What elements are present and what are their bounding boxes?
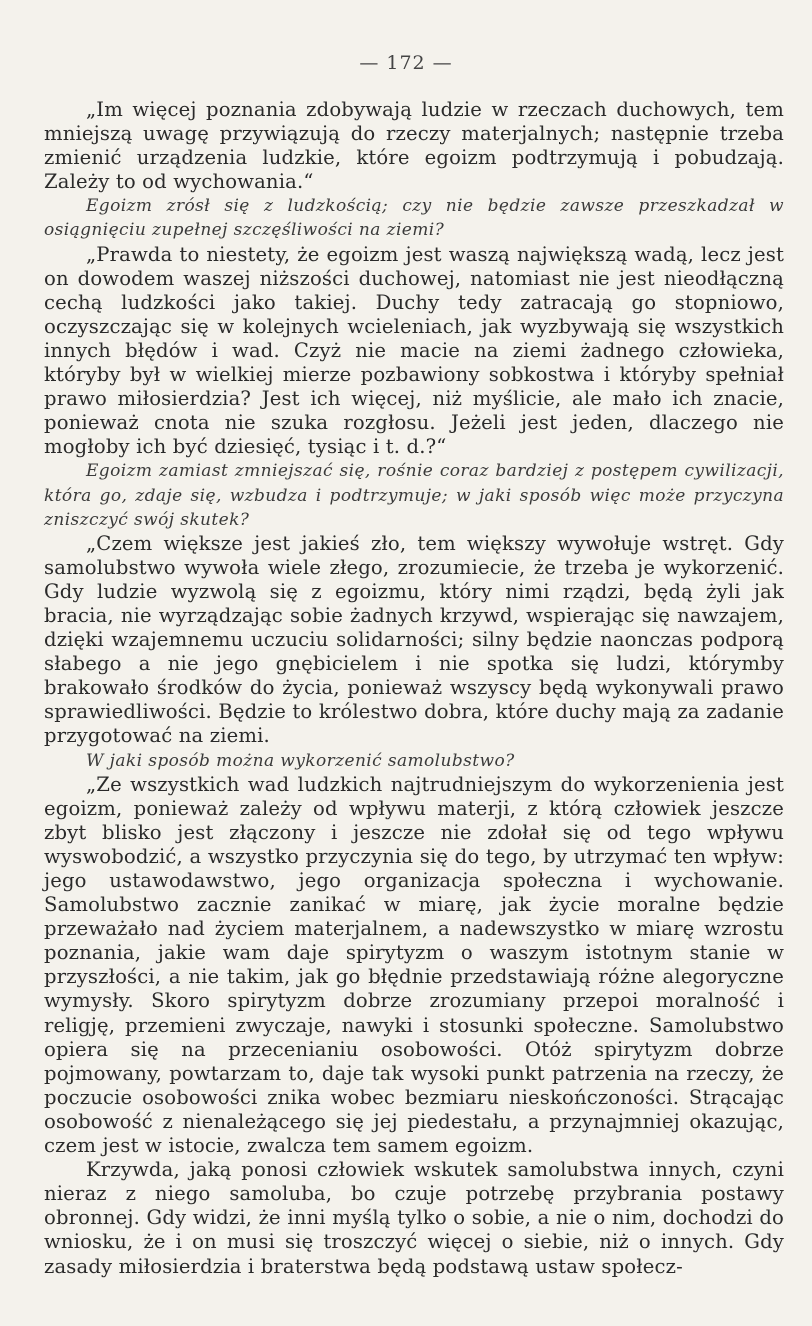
page-number: — 172 — [359, 52, 453, 74]
question-paragraph: W jaki sposób można wykorzenić samolubstwo? [86, 750, 515, 771]
question-paragraph: Egoizm zrósł się z ludzkością; czy nie będzie zawsze przeszkadzał w osiągnięciu zupełnej szczęśliwości na ziemi? [44, 196, 784, 241]
answer-paragraph: „Im więcej poznania zdobywają ludzie w rzeczach duchowych, tem mniejszą uwagę przywiązują do rzeczy materjalnych; następnie trzeba zmienić urządzenia ludzkie, które egoizm podtrzymują i pobudzają. Zależy to od wychowania.“ [44, 98, 784, 194]
answer-paragraph: Krzywda, jaką ponosi człowiek wskutek samolubstwa innych, czyni nieraz z niego samoluba, bo czuje potrzebę przybrania postawy obronnej. Gdy widzi, że inni myślą tylko o sobie, a nie o nim, dochodzi do wniosku, że i on musi się troszczyć więcej o siebie, niż o innych. Gdy zasady miłosierdzia i braterstwa będą podstawą ustaw społecz- [44, 1158, 784, 1278]
answer-paragraph: „Czem większe jest jakieś zło, tem większy wywołuje wstręt. Gdy samolubstwo wywoła wiele złego, zrozumiecie, że trzeba je wykorzenić. Gdy ludzie wyzwolą się z egoizmu, który nimi rządzi, będą żyli jak bracia, nie wyrządzając sobie żadnych krzywd, wspierając się nawzajem, dzięki wzajemnemu uczuciu solidarności; silny będzie naonczas podporą słabego a nie jego gnębicielem i nie spotka się ludzi, którymby brakowało środków do życia, ponieważ wszyscy będą wykonywali prawo sprawiedliwości. Będzie to królestwo dobra, które duchy mają za zadanie przygotować na ziemi. [44, 531, 784, 748]
answer-paragraph: „Prawda to niestety, że egoizm jest waszą największą wadą, lecz jest on dowodem waszej niższości duchowej, natomiast nie jest nieodłączną cechą ludzkości jako takiej. Duchy tedy zatracają go stopniowo, oczyszczając się w kolejnych wcieleniach, jak wyzbywają się wszystkich innych błędów i wad. Czyż nie macie na ziemi żadnego człowieka, któryby był w wielkiej mierze pozbawiony sobkostwa i któryby spełniał prawo miłosierdzia? Jest ich więcej, niż myślicie, ale mało ich znacie, ponieważ cnota nie szuka rozgłosu. Jeżeli jest jeden, dlaczego nie mogłoby ich być dziesięć, tysiąc i t. d.?“ [44, 242, 784, 459]
answer-paragraph: „Ze wszystkich wad ludzkich najtrudniejszym do wykorzenienia jest egoizm, ponieważ zależy od wpływu materji, z którą człowiek jeszcze zbyt blisko jest złączony i jeszcze nie zdołał się od tego wpływu wyswobodzić, a wszystko przyczynia się do tego, by utrzymać ten wpływ: jego ustawodawstwo, jego organizacja społeczna i wychowanie. Samolubstwo zacznie zanikać w miarę, jak życie moralne będzie przeważało nad życiem materjalnem, a nadewszystko w miarę wzrostu poznania, jakie wam daje spirytyzm o waszym istotnym stanie w przyszłości, a nie takim, jak go błędnie przedstawiają różne alegoryczne wymysły. Skoro spirytyzm dobrze zrozumiany przepoi moralność i religję, przemieni zwyczaje, nawyki i stosunki społeczne. Samolubstwo opiera się na przecenianiu osobowości. Otóż spirytyzm dobrze pojmowany, powtarzam to, daje tak wysoki punkt patrzenia na rzeczy, że poczucie osobowości znika wobec bezmiaru nieskończoności. Strącając osobowość z nienależącego się jej piedestału, a przynajmniej okazując, czem jest w istocie, zwalcza tem samem egoizm. [44, 772, 784, 1158]
text-body [44, 98, 784, 1279]
question-paragraph: Egoizm zamiast zmniejszać się, rośnie coraz bardziej z postępem cywilizacji, która go, zdaje się, wzbudza i podtrzymuje; w jaki sposób więc może przyczyna zniszczyć swój skutek? [44, 461, 784, 530]
